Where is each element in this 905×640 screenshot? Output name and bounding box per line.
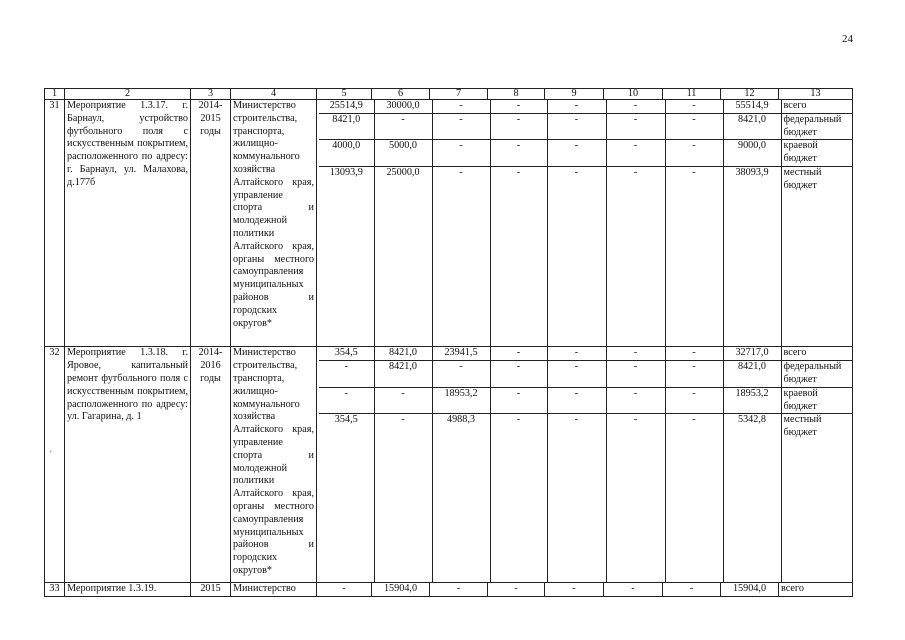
header-cell: 5 [317,89,372,100]
funding-subtable [319,347,853,581]
value-cell: - [374,387,432,414]
header-cell: 13 [779,89,853,100]
value-cell: - [432,100,490,113]
value-cell: - [547,387,606,414]
value-cell: - [547,166,606,346]
value-cell: - [490,140,547,167]
funding-row [319,140,853,167]
funding-subtable [319,100,853,346]
value-cell: - [490,414,547,582]
value-cell: - [374,414,432,582]
value-cell: 25000,0 [374,166,432,346]
value-cell: - [374,113,432,140]
value-cell: - [545,582,604,596]
value-cell: 38093,9 [723,166,781,346]
measure-description: Мероприятие 1.3.19. [65,582,191,596]
value-cell: - [606,347,665,360]
stray-mark: ' [50,449,52,459]
funding-row [319,361,853,388]
header-cell: 10 [604,89,663,100]
value-cell: - [665,361,723,388]
funding-row [319,113,853,140]
source-label: федеральный бюджет [781,361,853,388]
value-cell: - [547,347,606,360]
value-cell: - [430,582,488,596]
source-label: всего [781,100,853,113]
years: 2015 [191,582,231,596]
value-cell: 55514,9 [723,100,781,113]
value-cell: 32717,0 [723,347,781,360]
header-cell: 11 [663,89,721,100]
row-number: 32 [45,347,65,582]
value-cell: 5000,0 [374,140,432,167]
value-cell: - [432,140,490,167]
value-cell: - [606,113,665,140]
value-cell: - [606,140,665,167]
value-cell: - [606,100,665,113]
table-row [45,582,853,596]
value-cell: - [432,113,490,140]
header-cell: 6 [372,89,430,100]
header-cell: 8 [488,89,545,100]
value-cell: - [665,100,723,113]
value-cell: 354,5 [319,347,374,360]
value-cell: - [665,414,723,582]
value-cell: 18953,2 [723,387,781,414]
table-row [45,347,853,582]
value-cell: 354,5 [319,414,374,582]
value-cell: - [490,113,547,140]
header-cell: 1 [45,89,65,100]
row-number: 33 [45,582,65,596]
value-cell: 18953,2 [432,387,490,414]
value-cell: 23941,5 [432,347,490,360]
measure-description: Мероприятие 1.3.17. г. Барнаул, устройство футбольного поля с искусственным покрытием, расположенного по адресу: г. Барнаул, ул. Малахова, д.177б [65,100,191,347]
value-cell: - [490,361,547,388]
value-cell: - [547,113,606,140]
source-label: местный бюджет [783,166,822,191]
value-cell: 13093,9 [319,166,374,346]
executor: Министерство строительства, транспорта, жилищно-коммунального хозяйства Алтайского края, управление спорта и молодежной политики Алтайского края, органы местного самоуправления муниципальных районов и городских округов* [231,100,317,347]
value-cell: 15904,0 [721,582,779,596]
value-cell: - [432,166,490,346]
value-cell: - [547,100,606,113]
value-cell: 9000,0 [723,140,781,167]
value-cell: - [319,387,374,414]
value-cell: - [317,582,372,596]
value-cell: 30000,0 [374,100,432,113]
column-number-header [45,89,853,100]
value-cell: - [547,361,606,388]
value-cell: - [490,100,547,113]
header-cell: 7 [430,89,488,100]
executor: Министерство строительства, транспорта, жилищно-коммунального хозяйства Алтайского края, управление спорта и молодежной политики Алтайского края, органы местного самоуправления муниципальных районов и городских округов* [231,347,317,582]
value-cell: 8421,0 [723,113,781,140]
value-cell: 15904,0 [372,582,430,596]
program-table [44,88,853,597]
page-number: 24 [842,33,853,45]
value-cell: 8421,0 [374,347,432,360]
value-cell: - [490,347,547,360]
value-cell: - [606,166,665,346]
value-cell: - [547,414,606,582]
value-cell: - [490,166,547,346]
value-cell: - [665,347,723,360]
executor: Министерство [231,582,317,596]
funding-row [319,100,853,113]
source-label: всего [781,347,853,360]
header-cell: 12 [721,89,779,100]
funding-row [319,414,853,582]
funding-row [319,387,853,414]
source-label: федеральный бюджет [781,113,853,140]
value-cell: - [490,387,547,414]
header-cell: 9 [545,89,604,100]
value-cell: - [606,361,665,388]
funding-block [317,100,853,347]
value-cell: - [665,387,723,414]
row-number: 31 [45,100,65,347]
source-label: местный бюджет [783,414,822,439]
years: 2014-2015 годы [191,100,231,347]
value-cell: - [488,582,545,596]
value-cell: - [432,361,490,388]
source-label: краевой бюджет [781,140,853,167]
value-cell: 8421,0 [723,361,781,388]
value-cell: 5342,8 [723,414,781,582]
years: 2014-2016 годы [191,347,231,582]
value-cell: 8421,0 [319,113,374,140]
table-row [45,100,853,347]
value-cell: - [663,582,721,596]
value-cell: - [665,140,723,167]
funding-block [317,347,853,582]
header-cell: 3 [191,89,231,100]
value-cell: - [604,582,663,596]
measure-description: Мероприятие 1.3.18. г. Яровое, капитальный ремонт футбольного поля с искусственным покрытием, расположенного по адресу: ул. Гагарина, д. 1 [65,347,191,582]
value-cell: 8421,0 [374,361,432,388]
value-cell: 25514,9 [319,100,374,113]
value-cell: - [606,414,665,582]
value-cell: 4988,3 [432,414,490,582]
funding-row [319,166,853,346]
funding-row [319,347,853,360]
value-cell: - [547,140,606,167]
value-cell: - [665,166,723,346]
value-cell: 4000,0 [319,140,374,167]
value-cell: - [319,361,374,388]
header-cell: 4 [231,89,317,100]
source-label: краевой бюджет [781,387,853,414]
value-cell: - [665,113,723,140]
header-cell: 2 [65,89,191,100]
value-cell: - [606,387,665,414]
source-label: всего [779,582,853,596]
